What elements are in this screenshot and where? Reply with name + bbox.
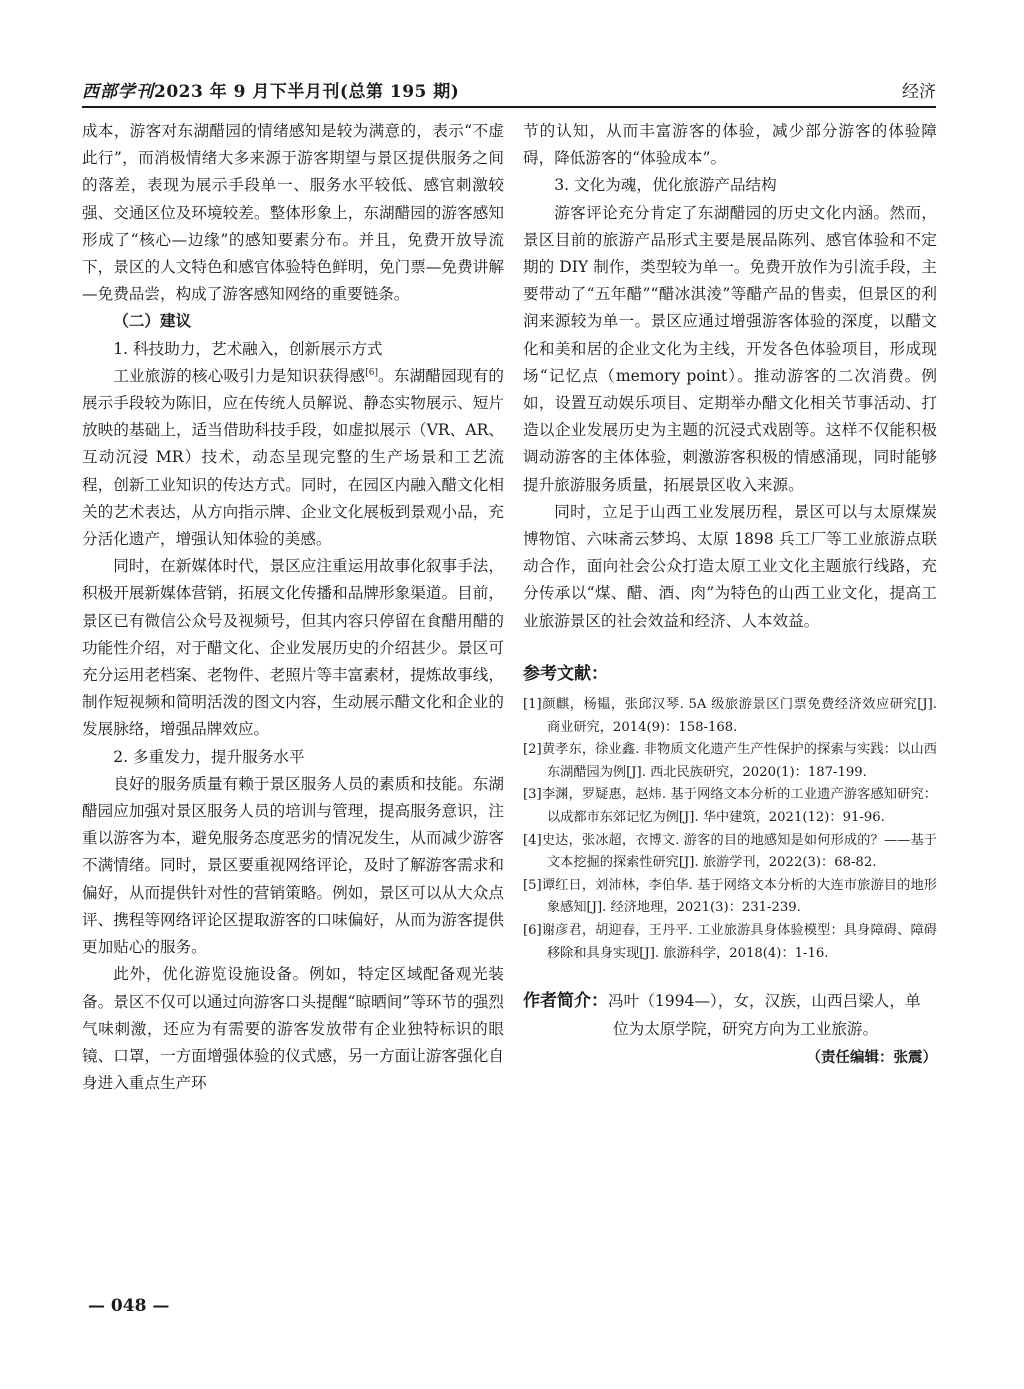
author-text: 冯叶（1994—），女，汉族，山西吕梁人，单 (608, 992, 921, 1011)
subsection-heading: 3. 文化为魂，优化旅游产品结构 (554, 176, 777, 195)
paragraph: 此外，优化游览设施设备。例如，特定区域配备观光装备。景区不仅可以通过向游客口头提醒“晾晒间”等环节的强烈气味刺激，还应为有需要的游客发放带有企业独特标识的眼镜、口罩，一方面增强体验的仪式感，另一方面让游客强化自身进入重点生产环 (82, 965, 504, 1093)
paragraph: 良好的服务质量有赖于景区服务人员的素质和技能。东湖醋园应加强对景区服务人员的培训与管理，提高服务意识，注重以游客为本，避免服务态度恶劣的情况发生，从而减少游客不满情绪。同时，景区要重视网络评论，及时了解游客需求和偏好，从而提供针对性的营销策略。例如，景区可以从大众点评、携程等网络评论区提取游客的口味偏好，从而为游客提供更加贴心的服务。 (82, 774, 504, 957)
section-heading: （二）建议 (113, 312, 192, 331)
running-header (82, 76, 936, 102)
journal-title (82, 77, 459, 102)
paragraph: 同时，立足于山西工业发展历程，景区可以与太原煤炭博物馆、六味斋云梦坞、太原 1898 兵工厂等工业旅游点联动合作，面向社会公众打造太原工业文化主题旅行线路，充分传承以“煤、醋、酒、肉”为特色的山西工业文化，提高工业旅游景区的社会效益和经济、人本效益。 (523, 502, 937, 630)
paragraph: 成本，游客对东湖醋园的情绪感知是较为满意的，表示“不虚此行”，而消极情绪大多来源于游客期望与景区提供服务之间的落差，表现为展示手段单一、服务水平较低、感官刺激较强、交通区位及环境较差。整体形象上，东湖醋园的游客感知形成了“核心—边缘”的感知要素分布。并且，免费开放导流下，景区的人文特色和感官体验特色鲜明，免门票—免费讲解—免费品尝，构成了游客感知网络的重要链条。 (82, 122, 504, 304)
subsection-heading: 1. 科技助力，艺术融入，创新展示方式 (113, 339, 383, 358)
reference-item: [5]谭红日，刘沛林，李伯华. 基于网络文本分析的大连市旅游目的地形象感知[J]. 经济地理，2021(3)：231-239. (523, 877, 937, 916)
right-column (523, 118, 937, 1072)
page-number: — 048 — (88, 1296, 170, 1316)
left-column (82, 118, 504, 1097)
responsible-editor: （责任编辑：张震） (806, 1050, 937, 1067)
paragraph: 节的认知，从而丰富游客的体验，减少部分游客的体验障碍，降低游客的“体验成本”。 (523, 122, 937, 168)
reference-list (523, 694, 937, 965)
paragraph-text: 工业旅游的核心吸引力是知识获得感 (113, 366, 366, 385)
subsection-heading: 2. 多重发力，提升服务水平 (113, 747, 305, 766)
author-line (523, 987, 937, 1015)
journal-issue: 2023 年 9 月下半月刊(总第 195 期) (154, 81, 460, 102)
author-label: 作者简介： (523, 991, 608, 1012)
author-bio (523, 987, 937, 1043)
reference-item: [6]谢彦君，胡迎春，王丹平. 工业旅游具身体验模型：具身障碍、障碍移除和具身实现[J]. 旅游科学，2018(4)：1-16. (523, 923, 937, 961)
author-text: 位为太原学院，研究方向为工业旅游。 (613, 1020, 879, 1039)
paragraph-text: 。东湖醋园现有的展示手段较为陈旧，应在传统人员解说、静态实物展示、短片放映的基础上，适当借助科技手段，如虚拟展示（VR、AR、互动沉浸 MR）技术，动态呈现完整的生产场景和工艺流程，创新工业知识的传达方式。同时，在园区内融入醋文化相关的艺术表达，从方向指示牌、企业文化展板到景观小品，充分活化遗产，增强认知体验的美感。 (82, 366, 504, 549)
references-title: 参考文献： (523, 663, 608, 684)
citation: [6] (365, 367, 378, 378)
section-name: 经济 (902, 81, 936, 102)
reference-item: [1]颜麒，杨韫，张邱汉琴. 5A 级旅游景区门票免费经济效应研究[J]. 商业研究，2014(9)：158-168. (523, 697, 937, 735)
paragraph: 游客评论充分肯定了东湖醋园的历史文化内涵。然而，景区目前的旅游产品形式主要是展品陈列、感官体验和不定期的 DIY 制作，类型较为单一。免费开放作为引流手段，主要带动了“五年醋”“醋冰淇淩”等醋产品的售卖，但景区的利润来源较为单一。景区应通过增强游客体验的深度，以醋文化和美和居的企业文化为主线，开发各色体验项目，形成现场“记忆点（memory point）。推动游客的二次消费。例如，设置互动娱乐项目、定期举办醋文化相关节事活动、打造以企业发展历史为主题的沉浸式戏剧等。这样不仅能积极调动游客的主体体验，刺激游客积极的情感涌现，同时能够提升旅游服务质量，拓展景区收入来源。 (523, 203, 937, 494)
header-rule (82, 106, 936, 108)
reference-item: [3]李渊，罗疑惠，赵炜. 基于网络文本分析的工业遗产游客感知研究：以成都市东郊记忆为例[J]. 华中建筑，2021(12)：91-96. (523, 787, 937, 826)
journal-logo: 西部学刊 (82, 81, 154, 102)
paragraph (82, 363, 504, 553)
reference-item: [4]史达，张冰超，衣博文. 游客的目的地感知是如何形成的？——基于文本挖掘的探索性研究[J]. 旅游学刊，2022(3)：68-82. (523, 832, 937, 871)
paragraph: 同时，在新媒体时代，景区应注重运用故事化叙事手法，积极开展新媒体营销，拓展文化传播和品牌形象渠道。目前，景区已有微信公众号及视频号，但其内容只停留在食醋用醋的功能性介绍，对于醋文化、企业发展历史的介绍甚少。景区可充分运用老档案、老物件、老照片等丰富素材，提炼故事线，制作短视频和简明活泼的图文内容，生动展示醋文化和企业的发展脉络，增强品牌效应。 (82, 557, 504, 739)
reference-item: [2]黄孝东，徐业鑫. 非物质文化遗产生产性保护的探索与实践：以山西东湖醋园为例[J]. 西北民族研究，2020(1)：187-199. (523, 742, 937, 780)
